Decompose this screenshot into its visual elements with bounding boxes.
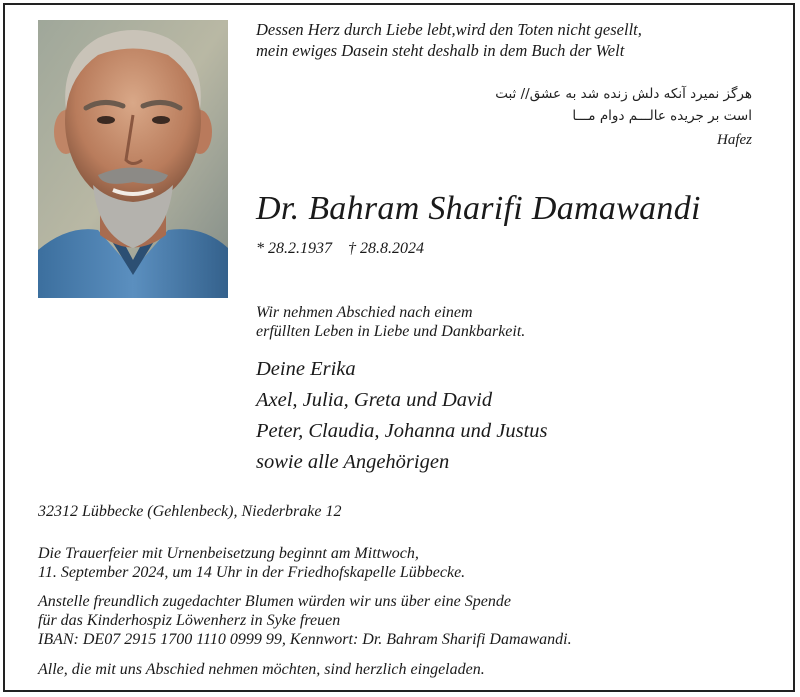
family-line: Deine Erika (256, 358, 356, 380)
ceremony-info (38, 544, 465, 582)
poem-persian (495, 83, 752, 127)
donation-line: IBAN: DE07 2915 1700 1110 0999 99, Kennwort: Dr. Bahram Sharifi Damawandi. (38, 631, 572, 648)
donation-line: für das Kinderhospiz Löwenherz in Syke freuen (38, 612, 341, 629)
persian-line: هرگز نمیرد آنکه دلش زنده شد به عشق// ثبت (495, 86, 752, 102)
family-line: Peter, Claudia, Johanna und Justus (256, 420, 548, 442)
family-line: sowie alle Angehörigen (256, 451, 450, 473)
portrait-photo (38, 20, 228, 298)
farewell-line: erfüllten Leben in Liebe und Dankbarkeit. (256, 323, 526, 340)
donation-info (38, 592, 572, 649)
poem-line: mein ewiges Dasein steht deshalb in dem Buch der Welt (256, 41, 625, 60)
deceased-name: Dr. Bahram Sharifi Damawandi (256, 190, 701, 227)
family-list (256, 354, 548, 478)
donation-line: Anstelle freundlich zugedachter Blumen würden wir uns über eine Spende (38, 593, 511, 610)
farewell-line: Wir nehmen Abschied nach einem (256, 304, 473, 321)
poem-german (256, 19, 642, 61)
life-dates: * 28.2.1937 † 28.8.2024 (256, 240, 424, 257)
address: 32312 Lübbecke (Gehlenbeck), Niederbrake 12 (38, 503, 342, 520)
invitation: Alle, die mit uns Abschied nehmen möchten, sind herzlich eingeladen. (38, 661, 485, 678)
persian-line: است بر جریده عالـــم دوام مـــا (572, 108, 752, 124)
ceremony-line: 11. September 2024, um 14 Uhr in der Friedhofskapelle Lübbecke. (38, 564, 466, 581)
poem-author: Hafez (717, 132, 752, 148)
ceremony-line: Die Trauerfeier mit Urnenbeisetzung beginnt am Mittwoch, (38, 545, 419, 562)
poem-line: Dessen Herz durch Liebe lebt,wird den Toten nicht gesellt, (256, 20, 642, 39)
farewell-text (256, 303, 525, 341)
family-line: Axel, Julia, Greta und David (256, 389, 493, 411)
